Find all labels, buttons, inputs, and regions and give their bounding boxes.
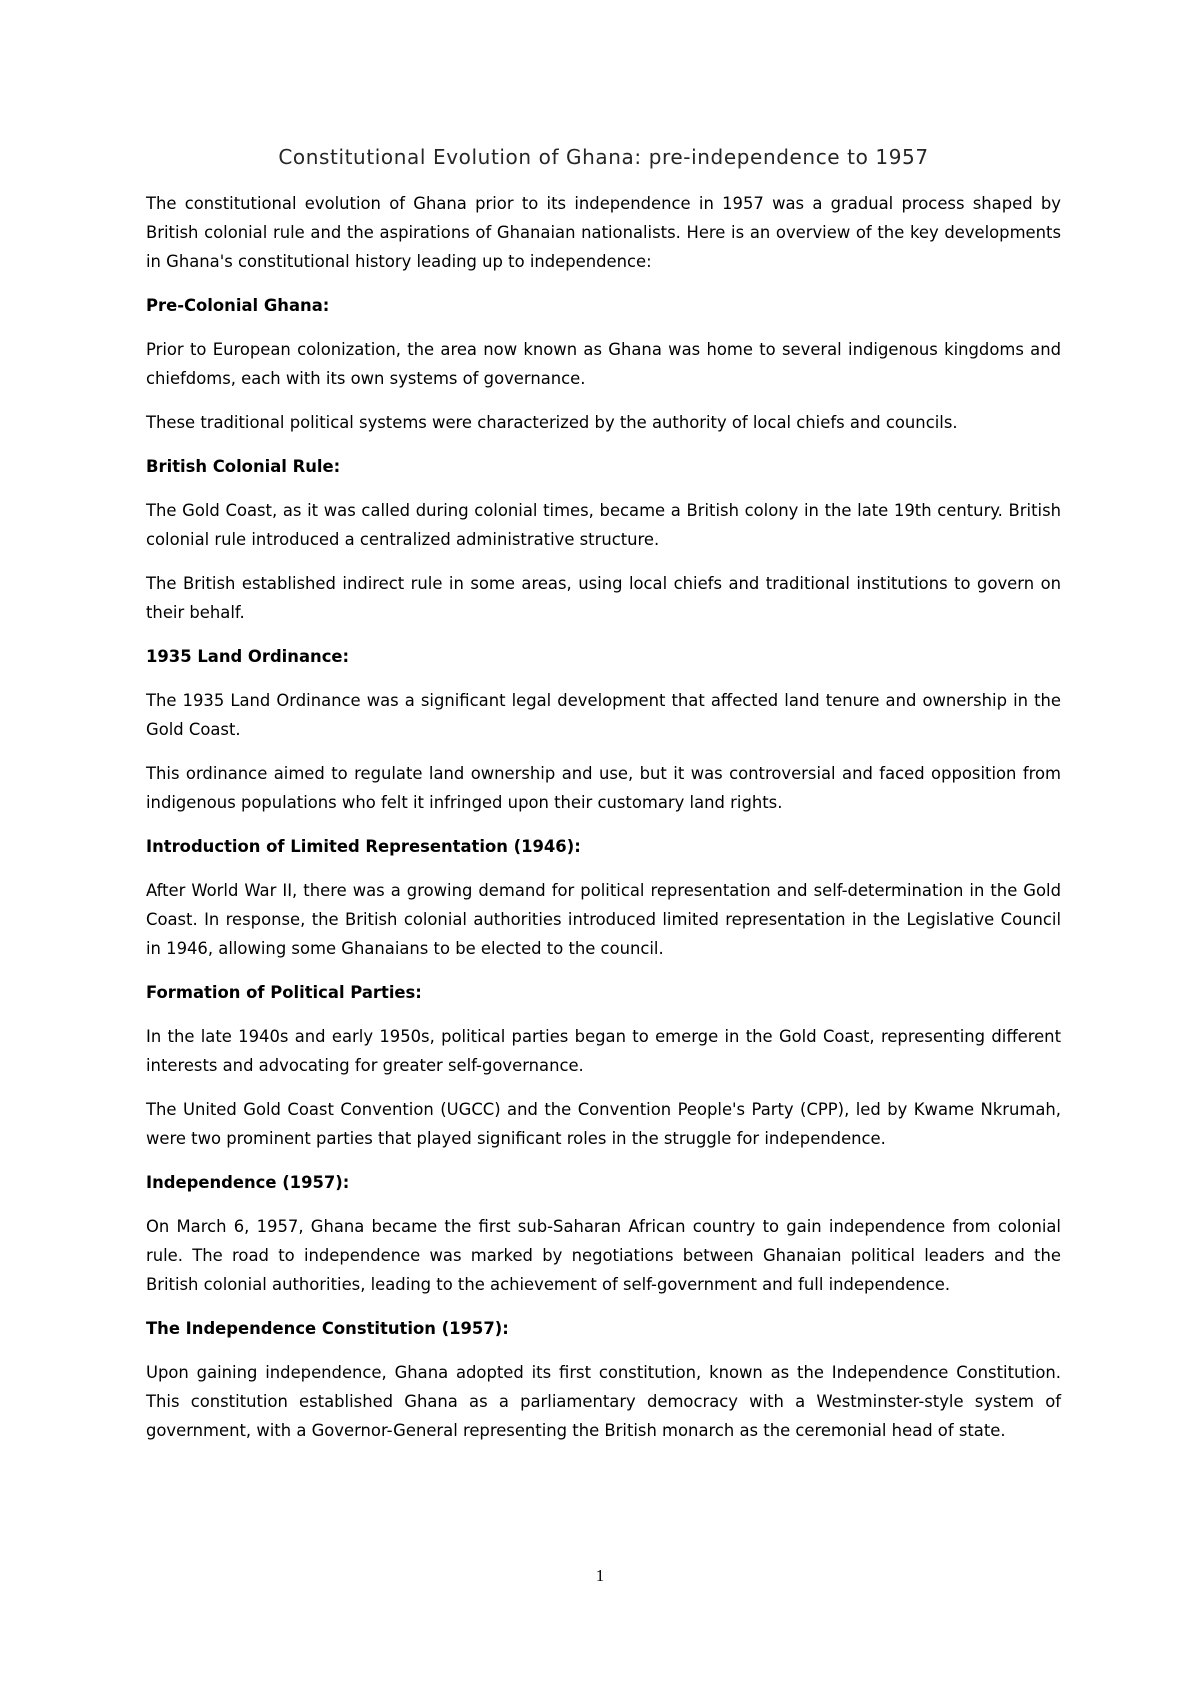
section-heading-independence-constitution: The Independence Constitution (1957):	[146, 1319, 509, 1338]
paragraph: This ordinance aimed to regulate land ownership and use, but it was controversial and faced opposition from indigenous populations who felt it infringed upon their customary land rights.	[146, 764, 1061, 812]
page-title: Constitutional Evolution of Ghana: pre-independence to 1957	[278, 145, 929, 169]
paragraph: The British established indirect rule in some areas, using local chiefs and traditional institutions to govern on their behalf.	[146, 574, 1061, 622]
section-heading-pre-colonial: Pre-Colonial Ghana:	[146, 296, 330, 315]
paragraph: These traditional political systems were characterized by the authority of local chiefs and councils.	[146, 413, 958, 432]
paragraph: The 1935 Land Ordinance was a significant legal development that affected land tenure and ownership in the Gold Coast.	[146, 691, 1061, 739]
paragraph: In the late 1940s and early 1950s, political parties began to emerge in the Gold Coast, representing different interests and advocating for greater self-governance.	[146, 1027, 1061, 1075]
paragraph: On March 6, 1957, Ghana became the first sub-Saharan African country to gain independence from colonial rule. The road to independence was marked by negotiations between Ghanaian political leaders and the British colonial authorities, leading to the achievement of self-government and full independence.	[146, 1217, 1061, 1294]
page-number: 1	[595, 1566, 605, 1585]
paragraph: Upon gaining independence, Ghana adopted its first constitution, known as the Independence Constitution. This constitution established Ghana as a parliamentary democracy with a Westminster-style system of government, with a Governor-General representing the British monarch as the ceremonial head of state.	[146, 1363, 1061, 1440]
section-heading-land-ordinance: 1935 Land Ordinance:	[146, 647, 350, 666]
section-heading-limited-representation: Introduction of Limited Representation (1946):	[146, 837, 581, 856]
document-body	[146, 142, 1061, 1460]
section-heading-british-colonial-rule: British Colonial Rule:	[146, 457, 341, 476]
section-heading-independence: Independence (1957):	[146, 1173, 350, 1192]
paragraph: The Gold Coast, as it was called during colonial times, became a British colony in the late 19th century. British colonial rule introduced a centralized administrative structure.	[146, 501, 1061, 549]
paragraph: After World War II, there was a growing demand for political representation and self-determination in the Gold Coast. In response, the British colonial authorities introduced limited representation in the Legislative Council in 1946, allowing some Ghanaians to be elected to the council.	[146, 881, 1061, 958]
section-heading-political-parties: Formation of Political Parties:	[146, 983, 422, 1002]
paragraph: The United Gold Coast Convention (UGCC) and the Convention People's Party (CPP), led by Kwame Nkrumah, were two prominent parties that played significant roles in the struggle for independence.	[146, 1100, 1061, 1148]
paragraph: Prior to European colonization, the area now known as Ghana was home to several indigenous kingdoms and chiefdoms, each with its own systems of governance.	[146, 340, 1061, 388]
intro-paragraph: The constitutional evolution of Ghana prior to its independence in 1957 was a gradual process shaped by British colonial rule and the aspirations of Ghanaian nationalists. Here is an overview of the key developments in Ghana's constitutional history leading up to independence:	[146, 194, 1061, 271]
